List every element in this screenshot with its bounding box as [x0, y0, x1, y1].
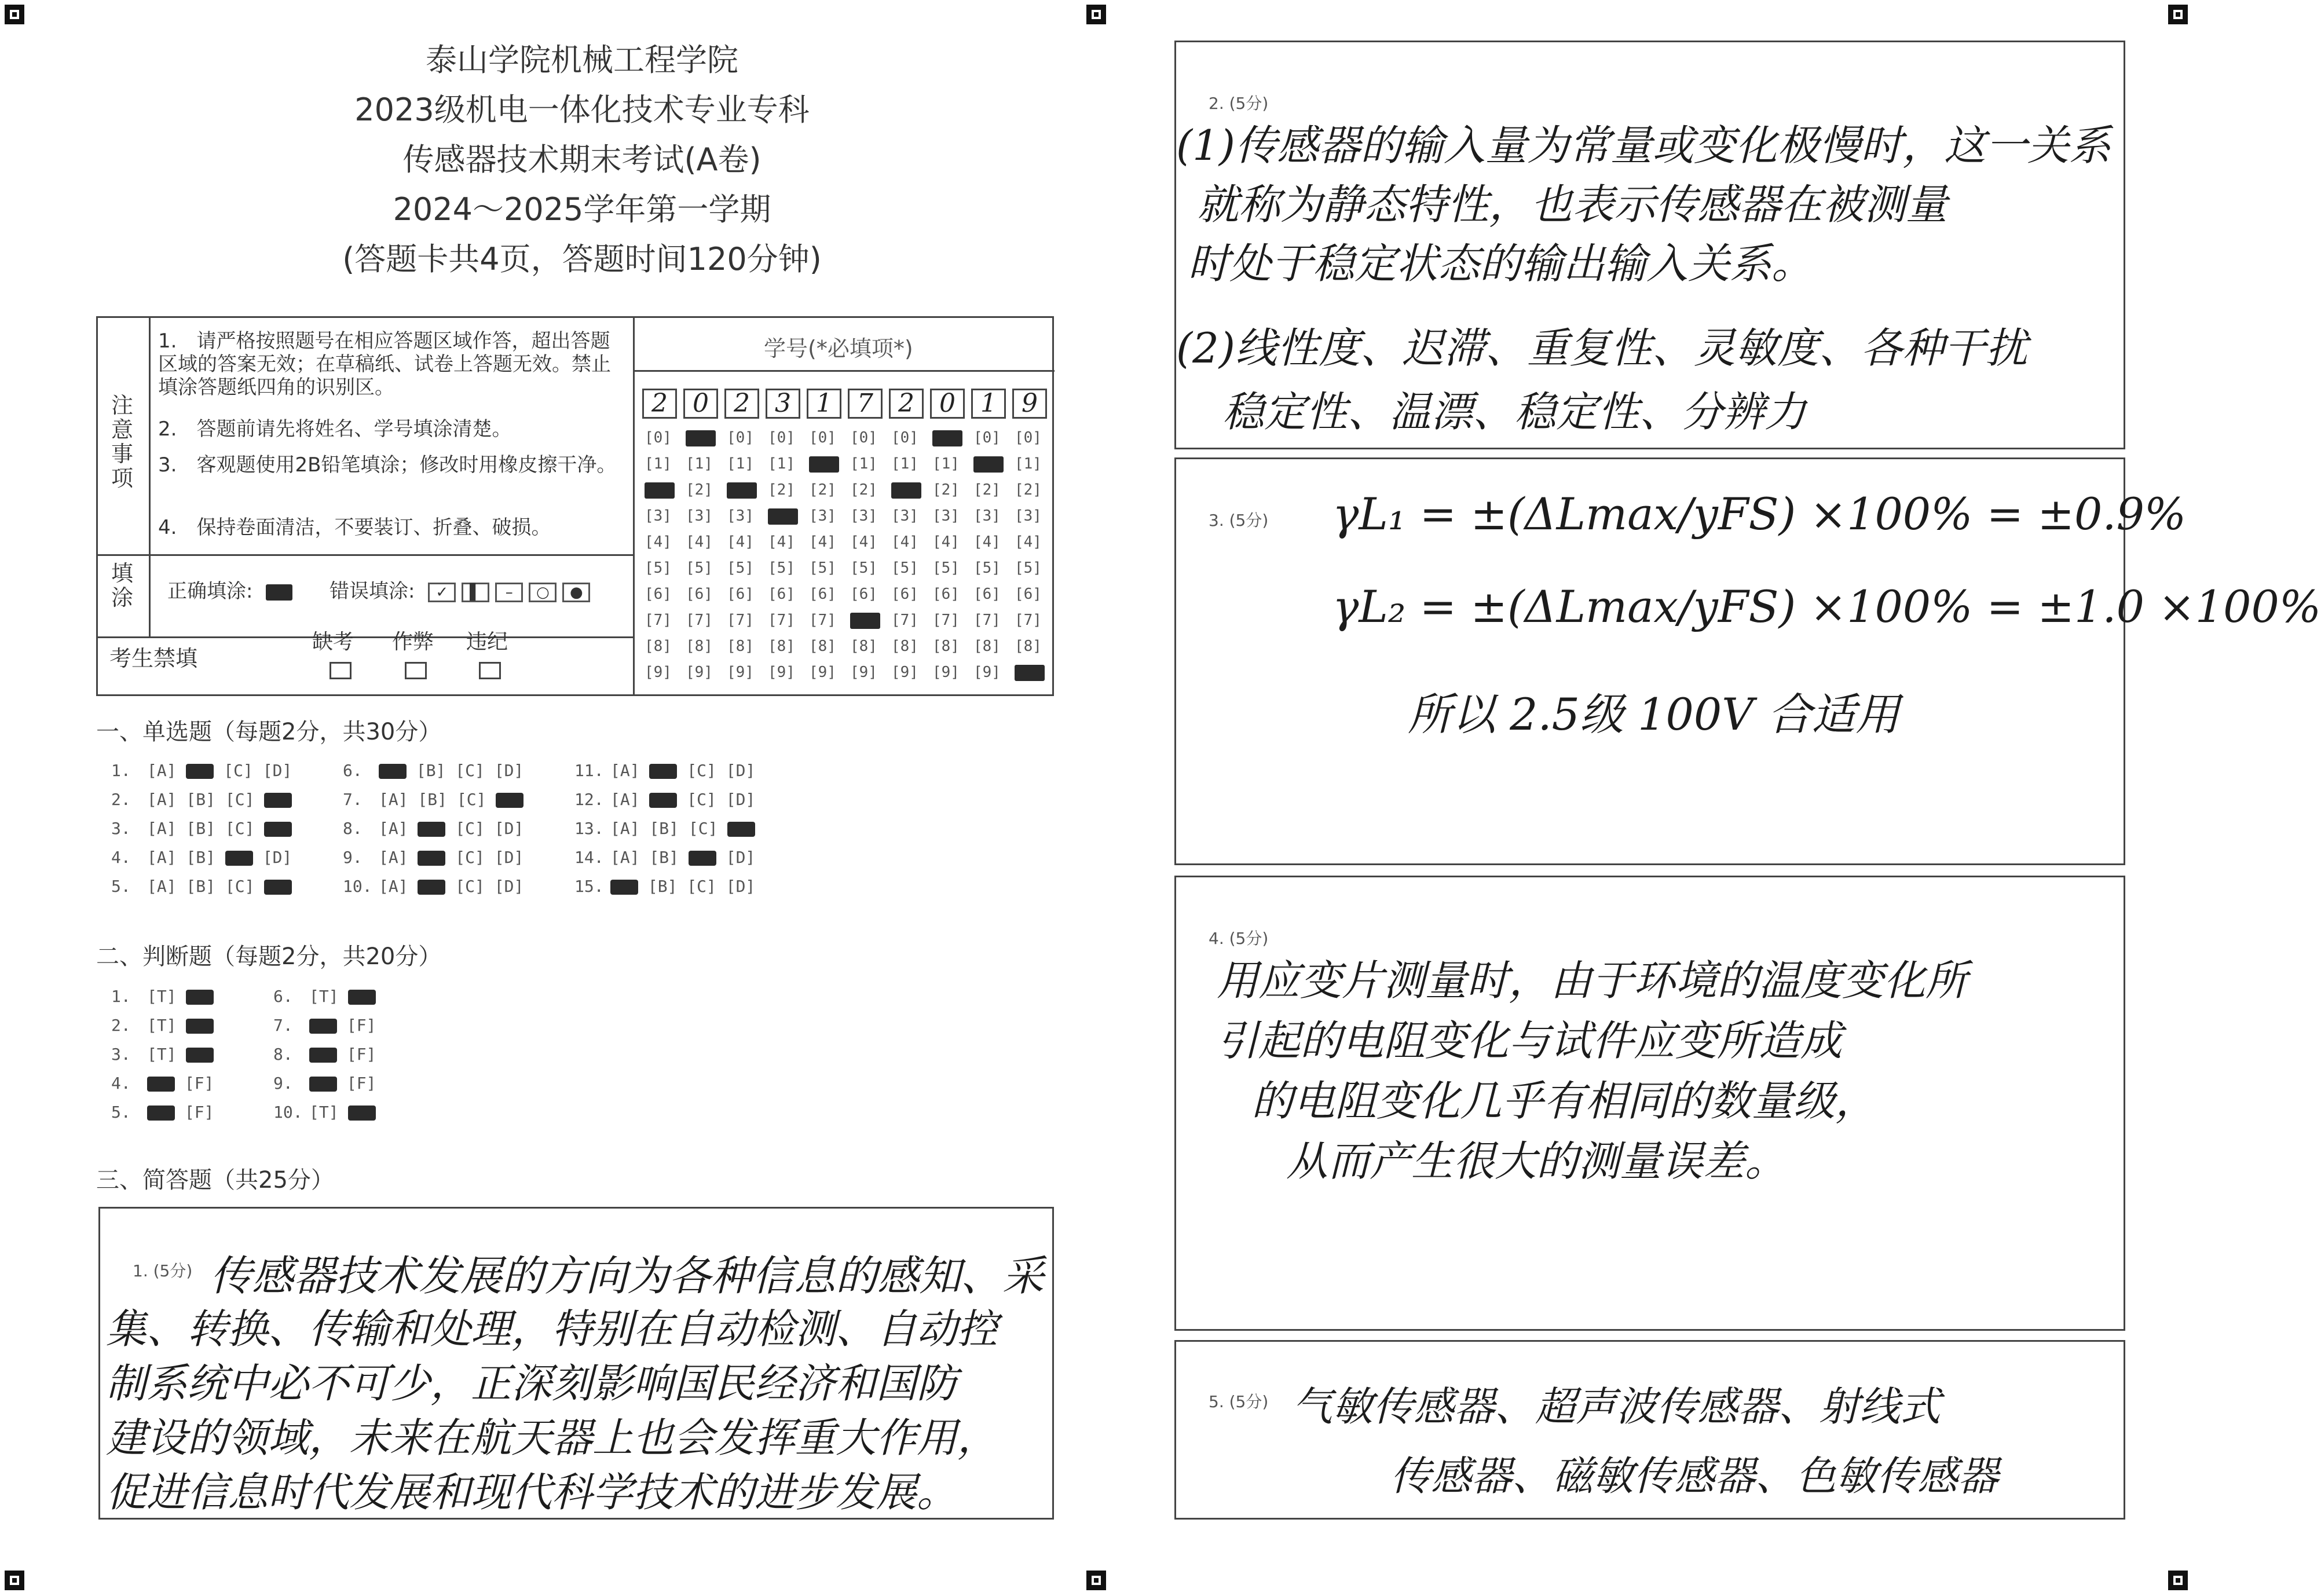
wrong-half-sample: ▌ — [462, 583, 489, 602]
student-id-bubble[interactable]: [3] — [686, 507, 713, 525]
q4-line-4: 从而产生很大的测量误差。 — [1286, 1137, 1787, 1185]
student-id-bubble[interactable]: [8] — [850, 638, 877, 655]
answer-box-q3[interactable] — [1174, 457, 2321, 865]
q3-line-3: 所以 2.5级 100V 合适用 — [1408, 689, 1900, 740]
student-id-bubble[interactable]: [1] — [850, 455, 877, 473]
student-id-bubble[interactable]: [2] — [686, 481, 713, 499]
student-id-bubble[interactable]: [3] — [891, 507, 918, 525]
student-id-bubble[interactable]: [3] — [645, 507, 672, 525]
student-id-bubble[interactable]: [5] — [686, 559, 713, 577]
q1-line-2: 集、转换、传输和处理，特别在自动检测、自动控 — [106, 1305, 998, 1353]
notice-label: 注意事项 — [111, 393, 133, 491]
student-id-bubble[interactable]: [1] — [891, 455, 918, 473]
student-id-bubble[interactable]: [4] — [932, 533, 960, 551]
student-id-bubble[interactable]: [7] — [686, 612, 713, 629]
student-id-bubble[interactable]: [6] — [809, 585, 836, 603]
student-id-bubble[interactable]: [9] — [768, 664, 795, 681]
student-id-bubble[interactable]: [7] — [809, 612, 836, 629]
student-id-bubble-filled[interactable] — [850, 612, 880, 629]
student-id-bubble[interactable]: [5] — [768, 559, 795, 577]
student-id-bubble[interactable]: [3] — [1015, 507, 1042, 525]
student-id-digit-9: 1 — [971, 389, 1006, 419]
student-id-bubble[interactable]: [6] — [850, 585, 877, 603]
q5-line-2: 传感器、磁敏传感器、色敏传感器 — [1390, 1452, 1998, 1500]
student-id-bubble[interactable]: [7] — [645, 612, 672, 629]
single-choice-row[interactable]: 1. [A] [C] [D] — [111, 761, 292, 780]
single-choice-row[interactable]: 10. [A] [C] [D] — [343, 877, 524, 896]
single-choice-row[interactable]: 4. [A] [B] [D] — [111, 848, 292, 867]
student-id-bubble[interactable]: [2] — [850, 481, 877, 499]
student-id-bubble[interactable]: [7] — [932, 612, 960, 629]
absent-checkbox[interactable] — [330, 662, 352, 679]
notice-item-4: 4. 保持卷面清洁，不要装订、折叠、破损。 — [158, 516, 551, 539]
student-id-bubble[interactable]: [0] — [768, 429, 795, 446]
q4-line-2: 引起的电阻变化与试件应变所造成 — [1217, 1016, 1843, 1065]
student-id-digit-10: 9 — [1012, 389, 1047, 419]
notice-item-2: 2. 答题前请先将姓名、学号填涂清楚。 — [158, 418, 512, 441]
single-choice-row[interactable]: 3. [A] [B] [C] — [111, 819, 292, 838]
student-id-bubble[interactable]: [2] — [973, 481, 1001, 499]
student-id-bubble-filled[interactable] — [1015, 664, 1045, 681]
student-id-bubble[interactable]: [5] — [973, 559, 1001, 577]
student-id-bubble[interactable]: [7] — [1015, 612, 1042, 629]
single-choice-row[interactable]: 6. [B] [C] [D] — [343, 761, 524, 780]
single-choice-row[interactable]: 13. [A] [B] [C] — [574, 819, 755, 838]
q3-label: 3. (5分) — [1209, 511, 1269, 530]
student-id-bubble[interactable]: [0] — [645, 429, 672, 446]
student-id-bubble[interactable]: [2] — [809, 481, 836, 499]
answer-box-q1[interactable] — [98, 1207, 1054, 1520]
student-id-bubble[interactable]: [2] — [932, 481, 960, 499]
student-id-bubble[interactable]: [0] — [891, 429, 918, 446]
q2-line-4: (2)线性度、迟滞、重复性、灵敏度、各种干扰 — [1176, 324, 2027, 372]
registration-marker-top-center — [1086, 5, 1106, 24]
student-id-bubble[interactable]: [6] — [1015, 585, 1042, 603]
q1-label: 1. (5分) — [133, 1261, 193, 1280]
student-id-bubble[interactable]: [0] — [809, 429, 836, 446]
q3-line-1: γL₁ = ±(ΔLmax/yFS) ×100% = ±0.9% — [1332, 488, 2187, 540]
q3-line-2: γL₂ = ±(ΔLmax/yFS) ×100% = ±1.0 ×100% — [1332, 581, 2321, 632]
student-id-bubble[interactable]: [6] — [973, 585, 1001, 603]
student-id-bubble[interactable]: [3] — [932, 507, 960, 525]
registration-marker-bottom-center — [1086, 1571, 1106, 1590]
correct-fill-sample — [266, 584, 292, 601]
student-id-bubble[interactable]: [1] — [1015, 455, 1042, 473]
student-id-bubble[interactable]: [4] — [727, 533, 754, 551]
single-choice-row[interactable]: 11. [A] [C] [D] — [574, 761, 756, 780]
q2-label: 2. (5分) — [1209, 94, 1269, 113]
notice-panel — [96, 316, 1054, 696]
student-id-bubble[interactable]: [2] — [1015, 481, 1042, 499]
student-id-bubble[interactable]: [4] — [768, 533, 795, 551]
student-id-bubble[interactable]: [5] — [850, 559, 877, 577]
student-id-bubble[interactable]: [9] — [645, 664, 672, 681]
q2-line-2: 就称为静态特性，也表示传感器在被测量 — [1197, 180, 1948, 229]
q1-line-4: 建设的领域，未来在航天器上也会发挥重大作用， — [106, 1414, 998, 1462]
student-id-bubble[interactable]: [6] — [727, 585, 754, 603]
true-false-row[interactable]: 3. [T] — [111, 1045, 214, 1064]
single-choice-row[interactable]: 5. [A] [B] [C] — [111, 877, 292, 896]
notice-item-1: 1. 请严格按照题号在相应答题区域作答，超出答题区域的答案无效；在草稿纸、试卷上答题无效。禁止填涂答题纸四角的识别区。 — [158, 330, 611, 399]
q1-line-3: 制系统中必不可少，正深刻影响国民经济和国防 — [106, 1360, 957, 1407]
q4-label: 4. (5分) — [1209, 929, 1269, 948]
single-choice-row[interactable]: 8. [A] [C] [D] — [343, 819, 524, 838]
correct-fill-label: 正确填涂: — [167, 580, 292, 603]
student-id-bubble-filled[interactable] — [645, 481, 675, 499]
single-choice-row[interactable]: 12. [A] [C] [D] — [574, 790, 756, 809]
answer-box-q2[interactable] — [1174, 41, 2125, 449]
student-id-bubble[interactable]: [6] — [891, 585, 918, 603]
student-id-bubble[interactable]: [1] — [645, 455, 672, 473]
registration-marker-bottom-right — [2168, 1571, 2188, 1590]
true-false-row[interactable]: 6. [T] — [273, 987, 376, 1006]
q2-line-3: 时处于稳定状态的输出输入关系。 — [1188, 239, 1814, 288]
student-id-bubble[interactable]: [0] — [973, 429, 1001, 446]
cheat-label: 作弊 — [392, 630, 434, 654]
q5-label: 5. (5分) — [1209, 1392, 1269, 1411]
student-id-bubble[interactable]: [8] — [727, 638, 754, 655]
student-id-bubble[interactable]: [6] — [932, 585, 960, 603]
student-id-bubble[interactable]: [5] — [891, 559, 918, 577]
student-id-bubble[interactable]: [4] — [1015, 533, 1042, 551]
student-id-bubble[interactable]: [8] — [686, 638, 713, 655]
wrong-fill-label: 错误填涂: ✓ ▌ – ○ ● — [330, 580, 596, 603]
student-id-bubble[interactable]: [7] — [727, 612, 754, 629]
fill-label: 填涂 — [111, 561, 133, 610]
q1-line-1: 传感器技术发展的方向为各种信息的感知、采 — [210, 1251, 1045, 1300]
student-id-bubble[interactable]: [3] — [850, 507, 877, 525]
true-false-row[interactable]: 1. [T] — [111, 987, 214, 1006]
student-id-bubble[interactable]: [1] — [768, 455, 795, 473]
single-choice-row[interactable]: 7. [A] [B] [C] — [343, 790, 523, 809]
student-id-bubble-filled[interactable] — [932, 429, 962, 446]
true-false-row[interactable]: 9. [F] — [273, 1074, 376, 1093]
student-id-bubble[interactable]: [0] — [727, 429, 754, 446]
student-id-bubble-filled[interactable] — [686, 429, 716, 446]
short-answer-title: 三、简答题（共25分） — [96, 1167, 334, 1194]
true-false-row[interactable]: 4. [F] — [111, 1074, 214, 1093]
single-choice-row[interactable]: 14. [A] [B] [D] — [574, 848, 756, 867]
card-info: (答题卡共4页，答题时间120分钟) — [342, 241, 822, 277]
true-false-row[interactable]: 8. [F] — [273, 1045, 376, 1064]
student-id-digit-1: 2 — [642, 389, 677, 419]
student-id-bubble-filled[interactable] — [973, 455, 1004, 473]
notice-item-3: 3. 客观题使用2B铅笔填涂；修改时用橡皮擦干净。 — [158, 453, 617, 477]
q4-line-3: 的电阻变化几乎有相同的数量级， — [1251, 1077, 1877, 1125]
q2-line-5: 稳定性、温漂、稳定性、分辨力 — [1222, 387, 1807, 436]
q5-line-1: 气敏传感器、超声波传感器、射线式 — [1292, 1383, 1941, 1430]
single-choice-title: 一、单选题（每题2分，共30分） — [96, 719, 442, 745]
wrong-dot-sample: ● — [562, 583, 590, 602]
student-id-bubble[interactable]: [6] — [686, 585, 713, 603]
student-id-bubble[interactable]: [7] — [891, 612, 918, 629]
student-id-bubble[interactable]: [5] — [1015, 559, 1042, 577]
student-id-bubble[interactable]: [4] — [809, 533, 836, 551]
wrong-check-sample: ✓ — [428, 583, 456, 602]
student-id-label: 学号(*必填项*) — [764, 336, 913, 361]
student-id-bubble[interactable]: [9] — [850, 664, 877, 681]
student-id-digit-5: 1 — [807, 389, 841, 419]
student-id-bubble[interactable]: [9] — [973, 664, 1001, 681]
student-id-bubble[interactable]: [4] — [973, 533, 1001, 551]
exam-title: 传感器技术期末考试(A卷) — [402, 141, 762, 178]
student-id-bubble[interactable]: [3] — [727, 507, 754, 525]
student-id-bubble[interactable]: [1] — [727, 455, 754, 473]
student-id-digit-6: 7 — [848, 389, 883, 419]
student-id-bubble[interactable]: [3] — [973, 507, 1001, 525]
student-id-bubble[interactable]: [5] — [727, 559, 754, 577]
answer-box-q4[interactable] — [1174, 876, 2125, 1331]
true-false-row[interactable]: 7. [F] — [273, 1016, 376, 1035]
true-false-row[interactable]: 10. [T] — [273, 1103, 376, 1122]
student-id-bubble[interactable]: [9] — [932, 664, 960, 681]
student-id-bubble[interactable]: [9] — [727, 664, 754, 681]
student-id-bubble[interactable]: [0] — [1015, 429, 1042, 446]
student-id-bubble-filled[interactable] — [891, 481, 921, 499]
wrong-circle-sample: ○ — [529, 583, 557, 602]
student-id-bubble[interactable]: [8] — [809, 638, 836, 655]
student-id-bubble-filled[interactable] — [727, 481, 757, 499]
student-id-digit-4: 3 — [766, 389, 800, 419]
student-id-bubble[interactable]: [4] — [645, 533, 672, 551]
student-id-bubble[interactable]: [9] — [686, 664, 713, 681]
student-id-bubble[interactable]: [4] — [850, 533, 877, 551]
student-id-bubble[interactable]: [8] — [1015, 638, 1042, 655]
student-id-bubble[interactable]: [5] — [645, 559, 672, 577]
student-id-bubble[interactable]: [8] — [932, 638, 960, 655]
student-id-bubble[interactable]: [0] — [850, 429, 877, 446]
student-id-bubble[interactable]: [4] — [686, 533, 713, 551]
student-id-bubble[interactable]: [6] — [645, 585, 672, 603]
major-title: 2023级机电一体化技术专业专科 — [354, 91, 810, 128]
student-id-bubble-filled[interactable] — [768, 507, 798, 525]
student-id-bubble[interactable]: [1] — [686, 455, 713, 473]
violation-label: 违纪 — [466, 630, 508, 654]
student-id-bubble[interactable]: [4] — [891, 533, 918, 551]
student-id-bubble[interactable]: [1] — [932, 455, 960, 473]
student-id-bubble[interactable]: [5] — [809, 559, 836, 577]
answer-box-q5[interactable] — [1174, 1340, 2125, 1520]
cheat-checkbox[interactable] — [405, 662, 427, 679]
student-id-bubble[interactable]: [5] — [932, 559, 960, 577]
true-false-row[interactable]: 2. [T] — [111, 1016, 214, 1035]
semester-title: 2024～2025学年第一学期 — [393, 191, 771, 228]
single-choice-row[interactable]: 15. [B] [C] [D] — [574, 877, 756, 896]
true-false-row[interactable]: 5. [F] — [111, 1103, 214, 1122]
student-id-bubble[interactable]: [9] — [809, 664, 836, 681]
student-id-bubble[interactable]: [3] — [809, 507, 836, 525]
student-id-bubble[interactable]: [8] — [768, 638, 795, 655]
student-id-bubble[interactable]: [9] — [891, 664, 918, 681]
student-id-bubble[interactable]: [7] — [973, 612, 1001, 629]
q1-line-5: 促进信息时代发展和现代科学技术的进步发展。 — [106, 1469, 957, 1516]
student-id-bubble-filled[interactable] — [809, 455, 839, 473]
registration-marker-bottom-left — [5, 1571, 24, 1590]
true-false-title: 二、判断题（每题2分，共20分） — [96, 943, 442, 970]
student-id-bubble[interactable]: [8] — [645, 638, 672, 655]
violation-checkbox[interactable] — [479, 662, 501, 679]
student-id-bubble[interactable]: [8] — [891, 638, 918, 655]
single-choice-row[interactable]: 2. [A] [B] [C] — [111, 790, 292, 809]
exam-label: 考生禁填 — [109, 646, 198, 671]
student-id-bubble[interactable]: [2] — [768, 481, 795, 499]
student-id-digit-7: 2 — [889, 389, 924, 419]
student-id-bubble[interactable]: [7] — [768, 612, 795, 629]
q4-line-1: 用应变片测量时，由于环境的温度变化所 — [1217, 956, 1968, 1005]
registration-marker-top-left — [5, 5, 24, 24]
student-id-bubble[interactable]: [8] — [973, 638, 1001, 655]
school-title: 泰山学院机械工程学院 — [426, 42, 738, 78]
registration-marker-top-right — [2168, 5, 2188, 24]
student-id-digit-2: 0 — [683, 389, 718, 419]
student-id-bubble[interactable]: [6] — [768, 585, 795, 603]
absent-label: 缺考 — [312, 630, 354, 654]
single-choice-row[interactable]: 9. [A] [C] [D] — [343, 848, 524, 867]
student-id-digit-3: 2 — [724, 389, 759, 419]
q2-line-1: (1)传感器的输入量为常量或变化极慢时，这一关系 — [1176, 121, 2111, 170]
student-id-digit-8: 0 — [930, 389, 965, 419]
wrong-dash-sample: – — [495, 583, 523, 602]
